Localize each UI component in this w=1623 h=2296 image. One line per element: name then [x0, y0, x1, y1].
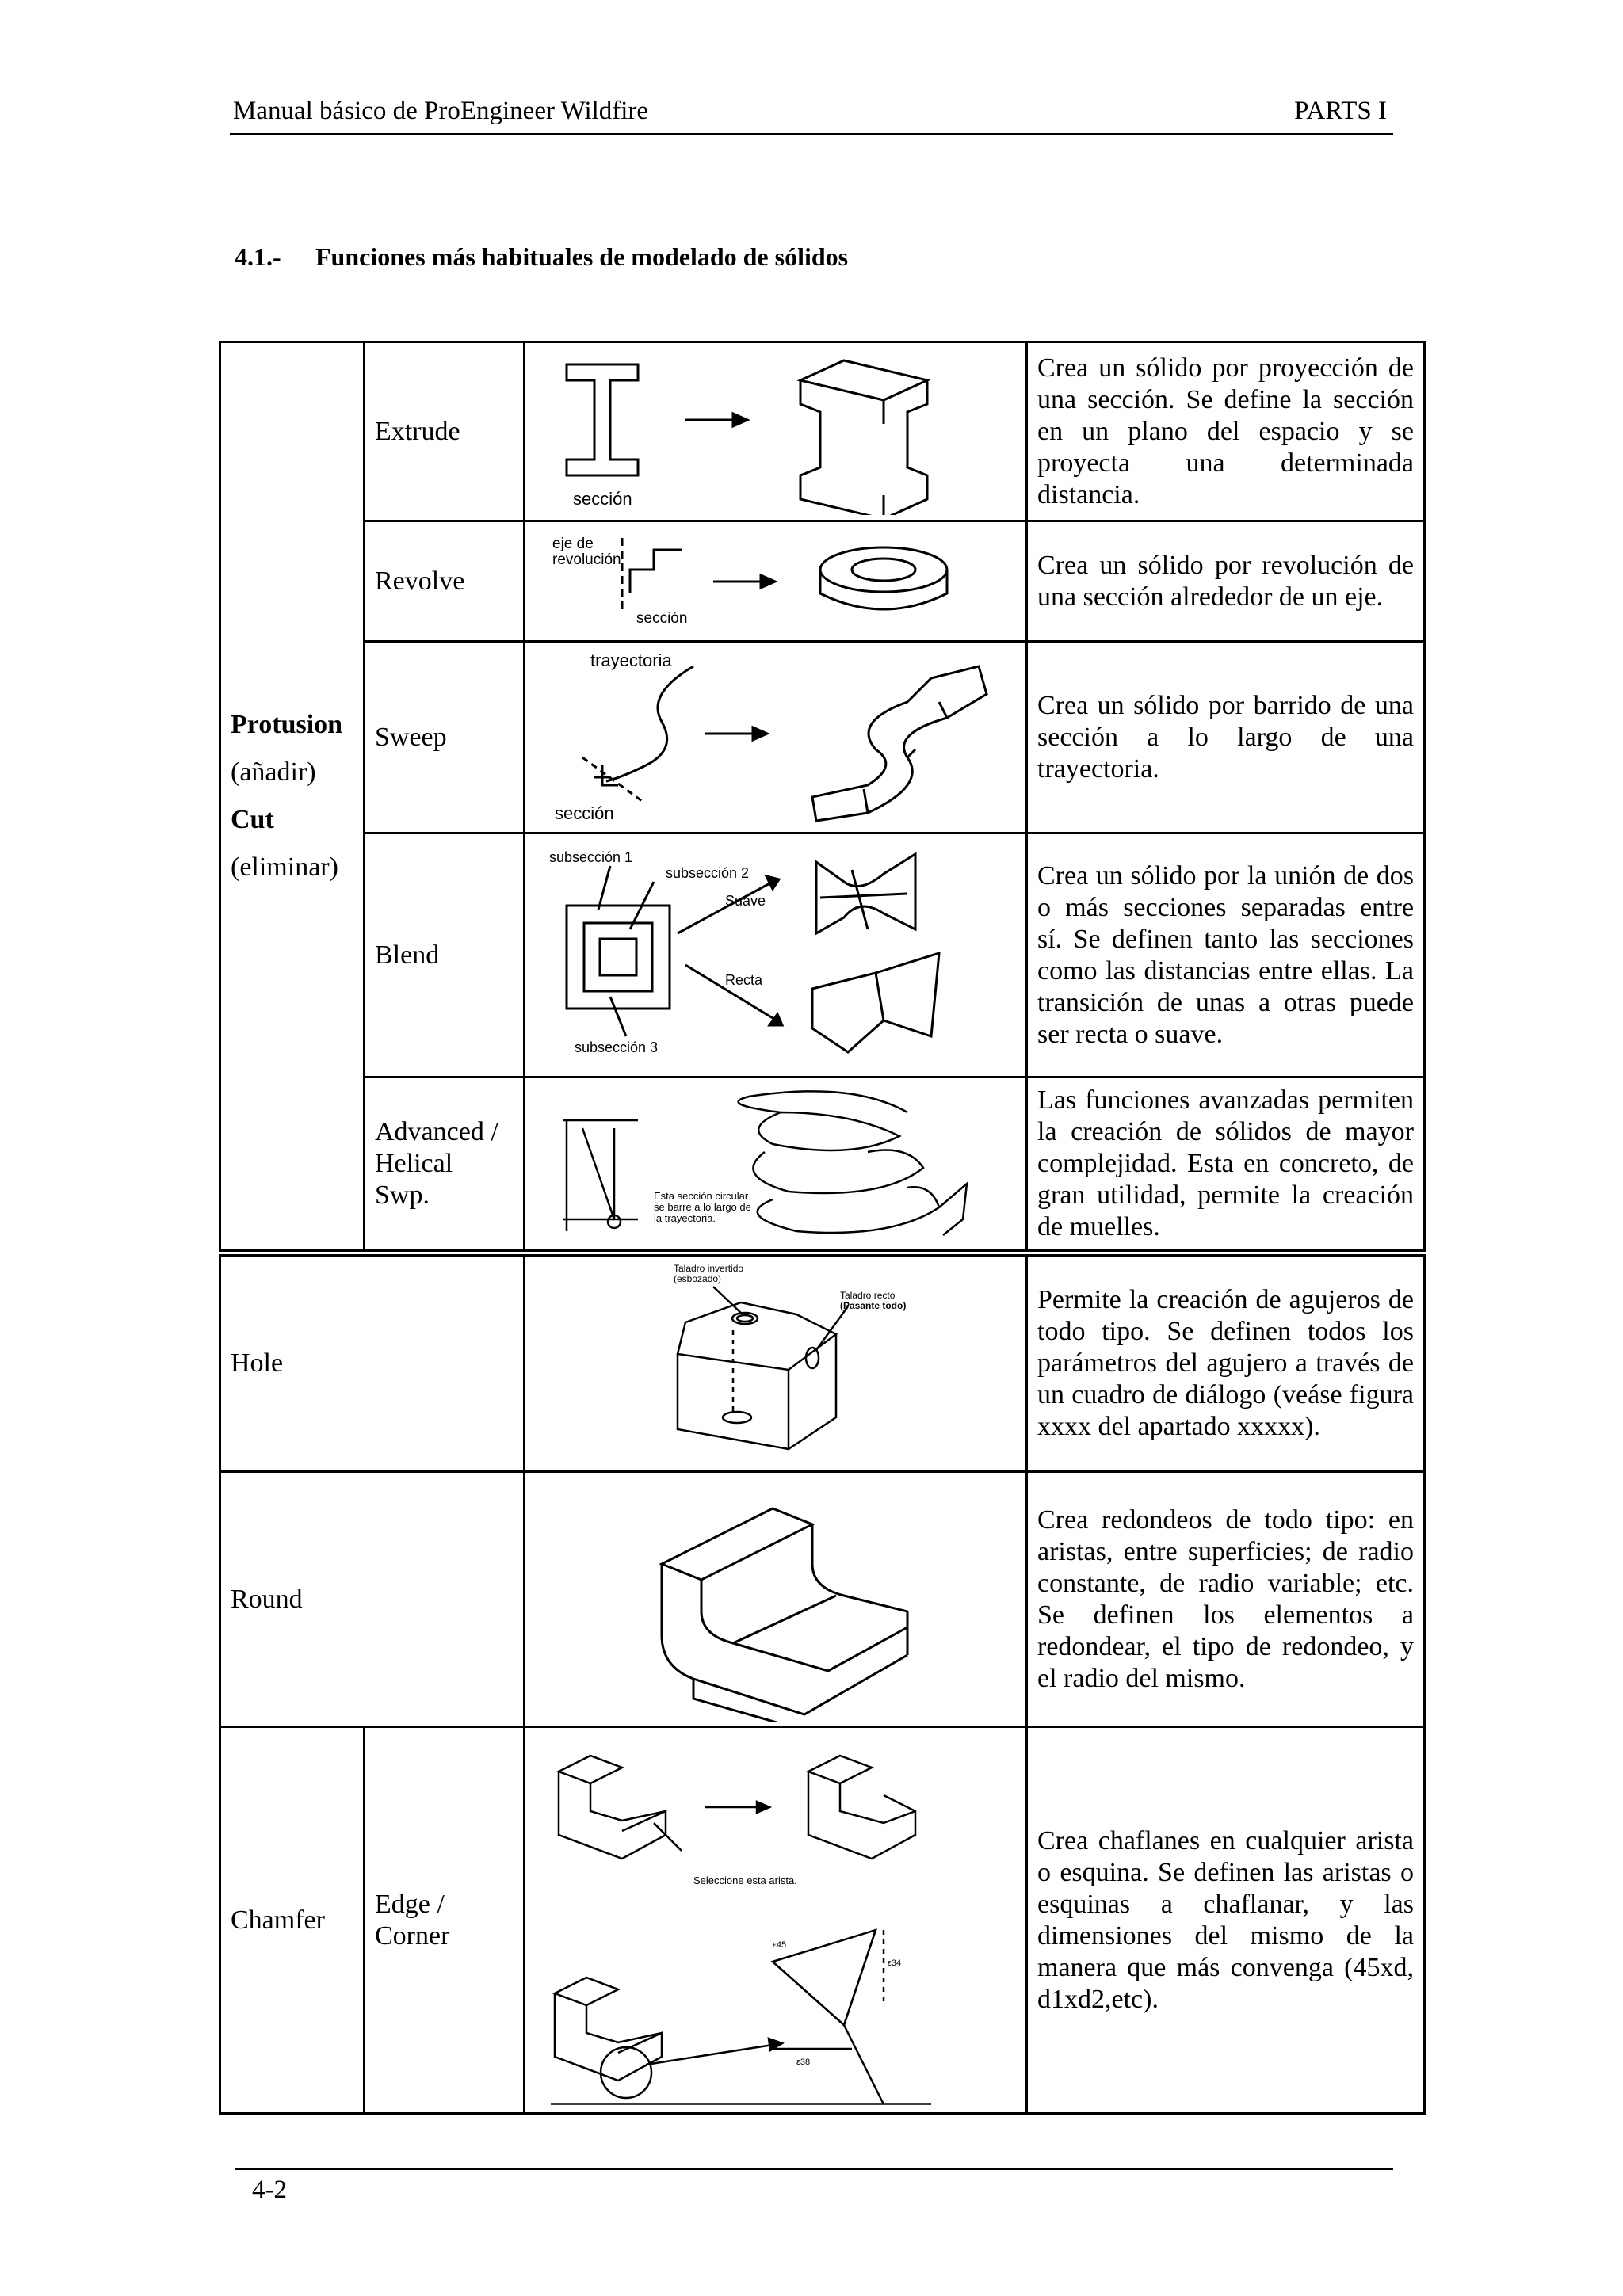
group-cut-sub: (eliminar)	[231, 852, 338, 882]
sweep-illustration	[525, 642, 1027, 833]
hole-label-4: (Pasante todo)	[840, 1299, 907, 1311]
chamfer-dim-2: ε34	[888, 1958, 902, 1968]
helical-label-3: la trayectoria.	[654, 1212, 716, 1224]
hole-illustration	[525, 1253, 1027, 1472]
header-manual-title: Manual básico de ProEngineer Wildfire	[233, 97, 649, 125]
blend-label-sub2: subsección 2	[666, 865, 750, 881]
blend-label-recta: Recta	[725, 972, 763, 988]
blend-illustration	[525, 833, 1027, 1077]
blend-figure	[535, 838, 1026, 1072]
footer-rule	[235, 2168, 1393, 2170]
round-figure	[535, 1477, 1026, 1722]
section-number: 4.1.-	[235, 242, 281, 271]
feature-name: Blend	[365, 833, 525, 1077]
functions-table	[219, 341, 1426, 2115]
feature-name: Advanced / Helical Swp.	[365, 1077, 525, 1253]
hole-label-2: (esbozado)	[674, 1272, 722, 1284]
group-cut: Cut	[231, 805, 274, 834]
feature-name: Extrude	[365, 342, 525, 521]
helical-figure	[535, 1081, 1026, 1247]
page-header	[230, 93, 1393, 135]
page-number: 4-2	[252, 2176, 287, 2204]
group-protusion: Protusion	[231, 710, 343, 739]
feature-name: Revolve	[365, 521, 525, 642]
table-row	[220, 1727, 1425, 2114]
header-part: PARTS I	[1294, 97, 1387, 125]
feature-name: Sweep	[365, 642, 525, 833]
extrude-illustration	[525, 342, 1027, 521]
hole-label-1: Taladro invertido	[674, 1262, 744, 1274]
hole-figure	[535, 1259, 1026, 1469]
chamfer-illustration	[525, 1727, 1027, 2114]
group-cell	[220, 342, 365, 1253]
revolve-label-revolucion: revolución	[552, 551, 621, 568]
round-illustration	[525, 1472, 1027, 1727]
table-row	[220, 642, 1425, 833]
feature-subtype: Edge / Corner	[365, 1727, 525, 2114]
chamfer-figure	[535, 1732, 1026, 2108]
feature-description: Crea un sólido por barrido de una sección a lo largo de una trayectoria.	[1027, 642, 1425, 833]
blend-label-sub1: subsección 1	[549, 849, 633, 865]
table-row	[220, 1253, 1425, 1472]
feature-name: Chamfer	[220, 1727, 365, 2114]
feature-description: Permite la creación de agujeros de todo tipo. Se definen todos los parámetros del agujero a través de un cuadro de diálogo (veáse figura xxxx del apartado xxxxx).	[1027, 1253, 1425, 1472]
blend-label-sub3: subsección 3	[575, 1039, 659, 1055]
feature-name: Hole	[220, 1253, 525, 1472]
feature-name: Round	[220, 1472, 525, 1727]
table-row	[220, 521, 1425, 642]
chamfer-label-select: Seleccione esta arista.	[693, 1875, 797, 1886]
hole-label-3: Taladro recto	[840, 1289, 896, 1301]
blend-label-suave: Suave	[725, 893, 766, 909]
helical-label-2: se barre a lo largo de	[654, 1201, 751, 1213]
revolve-figure	[535, 526, 1026, 637]
revolve-label-seccion: sección	[636, 609, 688, 627]
group-protusion-sub: (añadir)	[231, 757, 316, 787]
table-row	[220, 1472, 1425, 1727]
section-heading	[235, 242, 848, 272]
table-row	[220, 1077, 1425, 1253]
chamfer-dim-1: ε45	[773, 1940, 787, 1950]
helical-illustration	[525, 1077, 1027, 1253]
sweep-label-trayectoria: trayectoria	[590, 650, 672, 670]
table-row	[220, 342, 1425, 521]
feature-description: Crea chaflanes en cualquier arista o esquina. Se definen las aristas o esquinas a chaflanar, y las dimensiones del mismo de la manera que más convenga (45xd, d1xd2,etc).	[1027, 1727, 1425, 2114]
revolve-label-eje: eje de	[552, 535, 594, 552]
revolve-illustration	[525, 521, 1027, 642]
section-title: Funciones más habituales de modelado de sólidos	[315, 242, 849, 271]
helical-label-1: Esta sección circular	[654, 1190, 749, 1202]
table-row	[220, 833, 1425, 1077]
sweep-label-seccion: sección	[555, 803, 614, 823]
sweep-figure	[535, 646, 1026, 829]
feature-description: Crea un sólido por proyección de una sección. Se define la sección en un plano del espacio y se proyecta una determinada distancia.	[1027, 342, 1425, 521]
extrude-figure	[535, 349, 1026, 515]
feature-description: Crea un sólido por la unión de dos o más secciones separadas entre sí. Se definen tanto las secciones como las distancias entre ellas. La transición de unas a otras puede ser recta o suave.	[1027, 833, 1425, 1077]
chamfer-dim-3: ε38	[796, 2058, 811, 2067]
feature-description: Las funciones avanzadas permiten la creación de sólidos de mayor complejidad. Esta en concreto, de gran utilidad, permite la creación de muelles.	[1027, 1077, 1425, 1253]
feature-description: Crea un sólido por revolución de una sección alrededor de un eje.	[1027, 521, 1425, 642]
extrude-label-seccion: sección	[573, 488, 632, 509]
feature-description: Crea redondeos de todo tipo: en aristas, entre superficies; de radio constante, de radio variable; etc. Se definen los elementos a redondear, el tipo de redondeo, y el radio del mismo.	[1027, 1472, 1425, 1727]
